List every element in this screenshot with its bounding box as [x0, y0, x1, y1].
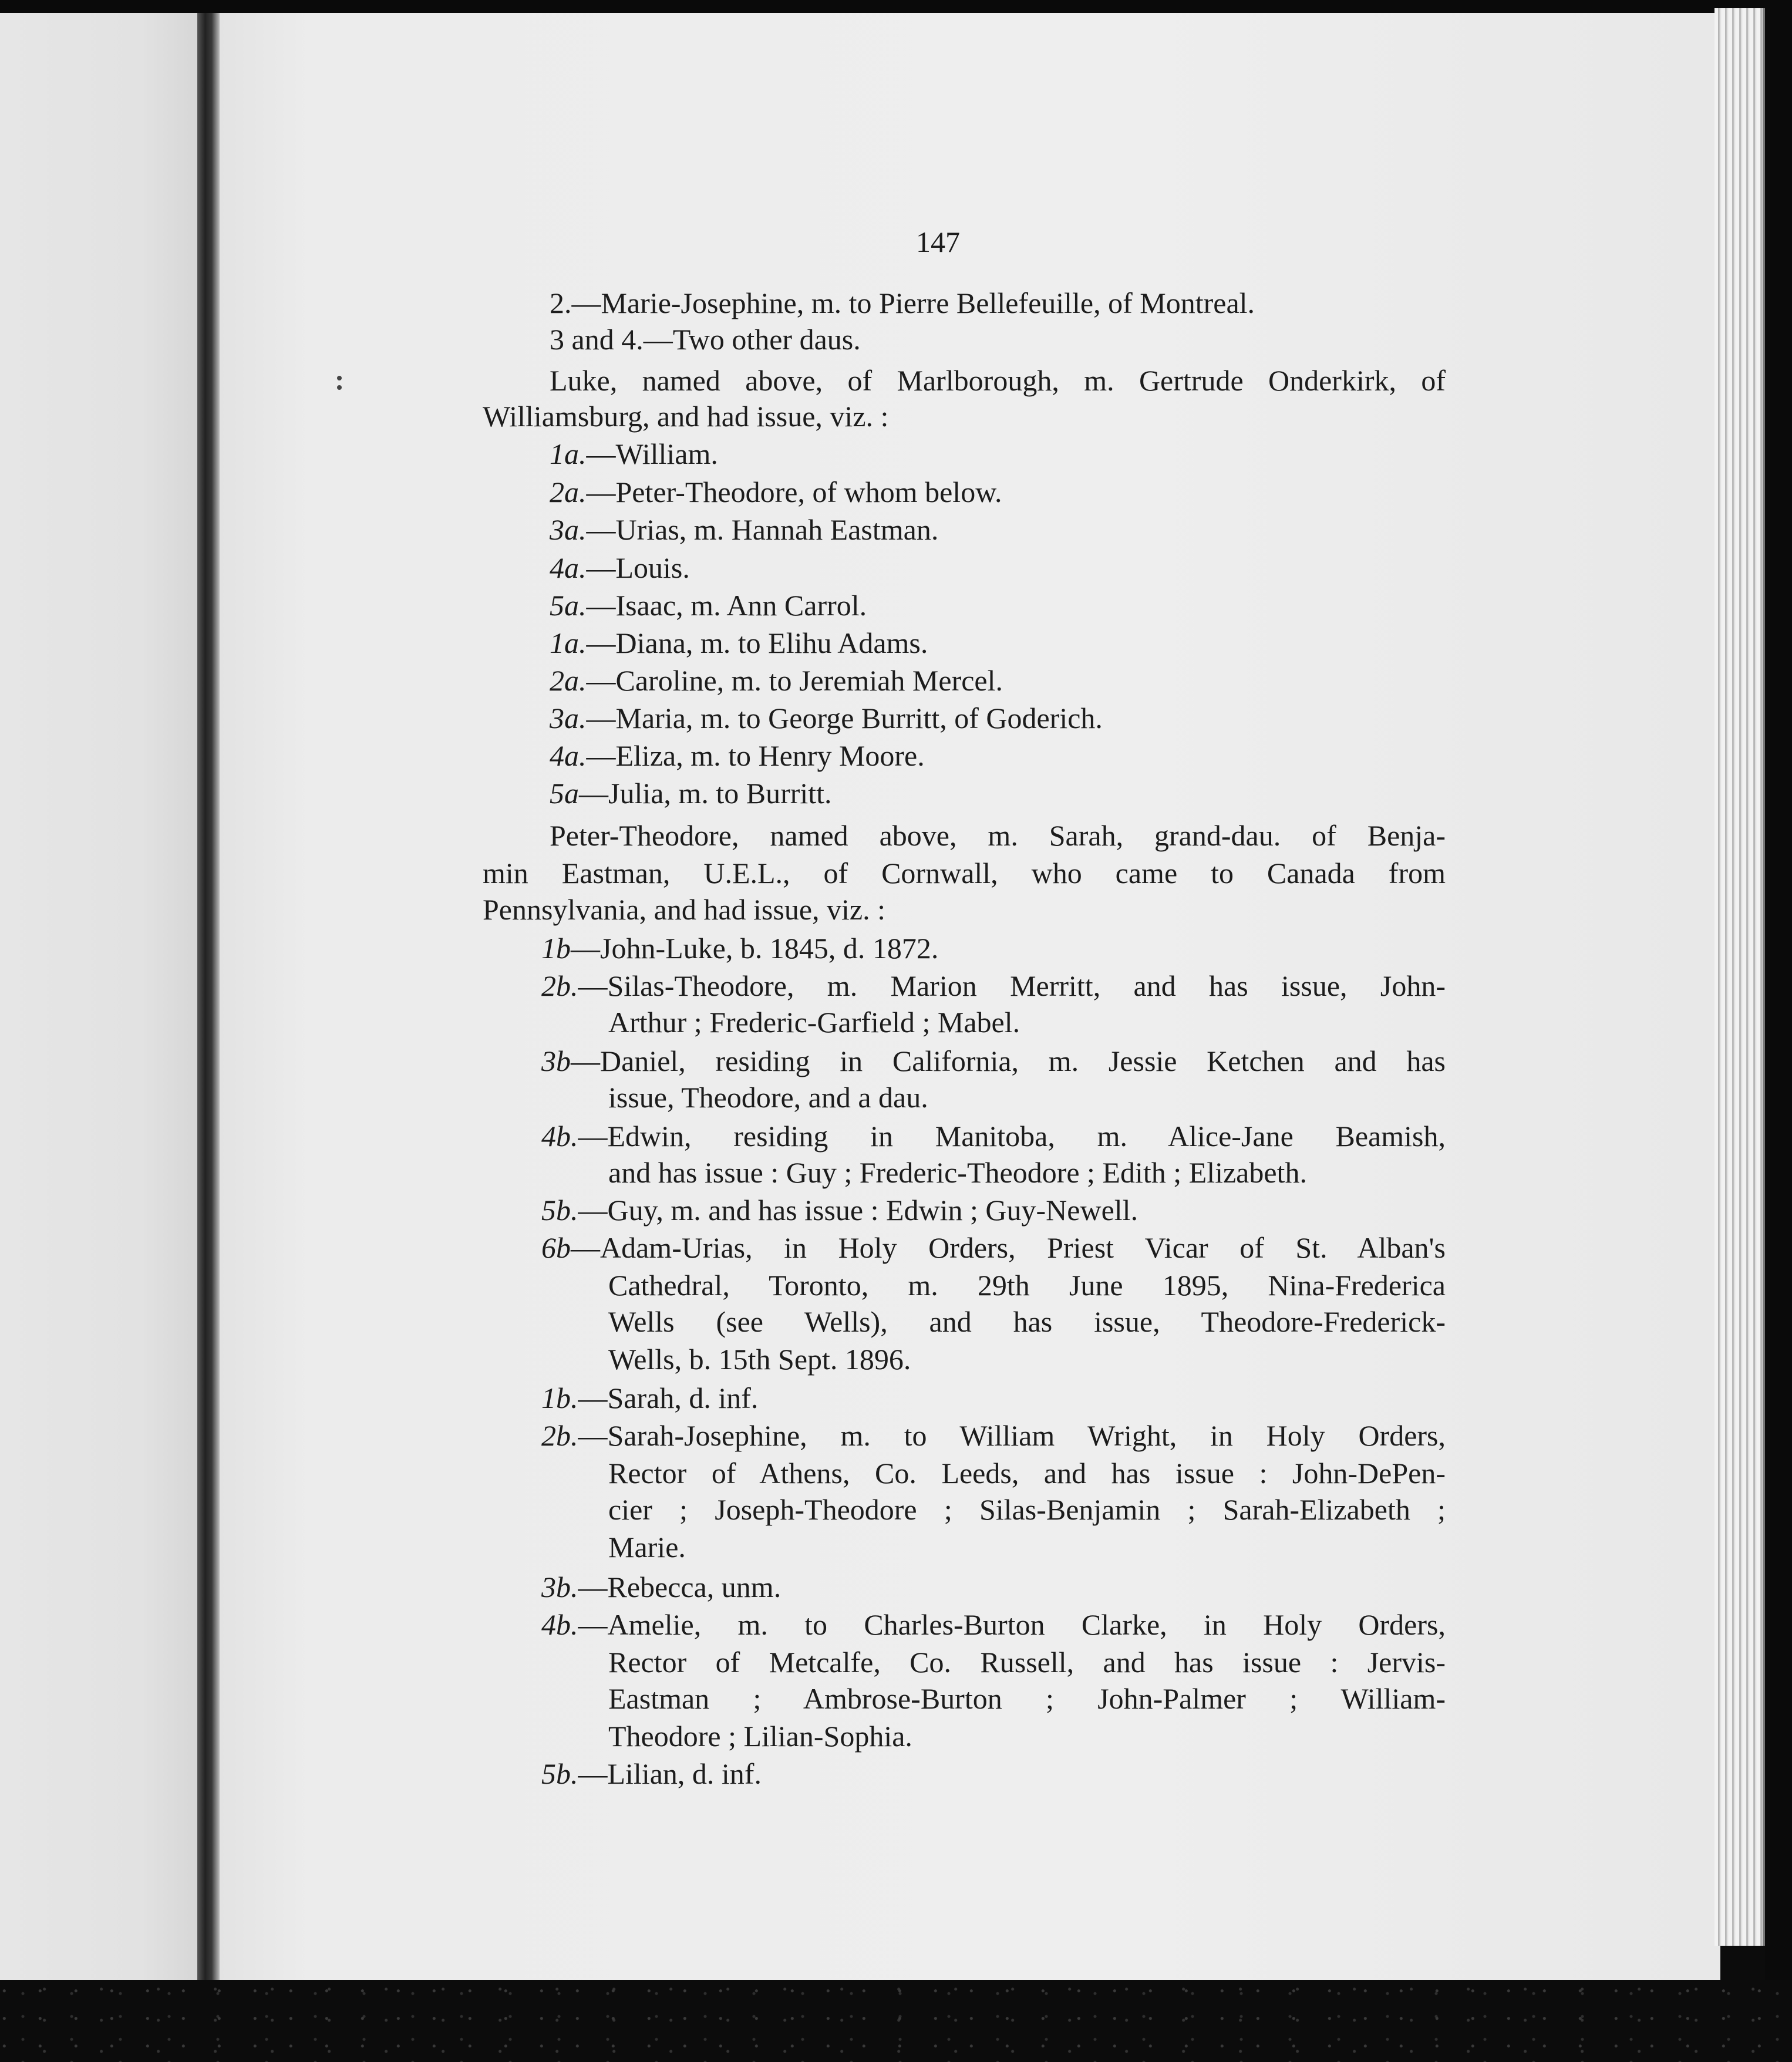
- book-gutter: [197, 13, 220, 1980]
- entry-number: 3b.: [541, 1571, 578, 1603]
- text-line: [541, 930, 938, 966]
- line-text: Rector of Athens, Co. Leeds, and has issue : John-DePen-: [608, 1457, 1446, 1490]
- line-text: —Urias, m. Hannah Eastman.: [586, 513, 939, 546]
- line-text: —Sarah, d. inf.: [578, 1382, 759, 1414]
- text-line: [550, 321, 861, 358]
- entry-number: 5a: [550, 777, 579, 810]
- text-line: [550, 436, 718, 472]
- line-text: —Edwin, residing in Manitoba, m. Alice-Jane Beamish,: [578, 1120, 1446, 1153]
- line-text: —Eliza, m. to Henry Moore.: [586, 739, 925, 772]
- line-text: Luke, named above, of Marlborough, m. Gertrude Onderkirk, of: [550, 364, 1446, 397]
- entry-number: 5b.: [541, 1757, 578, 1790]
- line-text: Theodore ; Lilian-Sophia.: [608, 1720, 912, 1753]
- entry-number: 5b.: [541, 1194, 578, 1227]
- text-line: [608, 1680, 1446, 1717]
- line-text: —Peter-Theodore, of whom below.: [586, 476, 1002, 508]
- text-line: [550, 662, 1003, 699]
- text-line: [608, 1303, 1446, 1340]
- line-text: Peter-Theodore, named above, m. Sarah, grand-dau. of Benja-: [550, 819, 1446, 852]
- line-text: —Adam-Urias, in Holy Orders, Priest Vicar of St. Alban's: [571, 1231, 1446, 1264]
- text-line: [541, 1756, 762, 1792]
- text-line: [550, 474, 1002, 510]
- text-line: [608, 1491, 1446, 1528]
- line-text: 2.—Marie-Josephine, m. to Pierre Bellefeuille, of Montreal.: [550, 287, 1255, 319]
- entry-number: 6b: [541, 1231, 571, 1264]
- text-line: [550, 362, 1446, 399]
- line-text: —Julia, m. to Burritt.: [579, 777, 832, 810]
- text-line: [541, 1606, 1446, 1643]
- text-line: [550, 550, 690, 586]
- entry-number: 3a.: [550, 702, 587, 734]
- line-text: —William.: [586, 437, 718, 470]
- text-line: [541, 1229, 1446, 1266]
- text-line: [608, 1079, 928, 1116]
- text-line: [608, 1267, 1446, 1303]
- entry-number: 4a.: [550, 551, 587, 584]
- text-line: [608, 1455, 1446, 1491]
- line-text: —Isaac, m. Ann Carrol.: [586, 589, 867, 622]
- line-text: —Rebecca, unm.: [578, 1571, 782, 1603]
- line-text: —Maria, m. to George Burritt, of Goderich.: [586, 702, 1103, 734]
- line-text: 3 and 4.—Two other daus.: [550, 323, 861, 356]
- line-text: Eastman ; Ambrose-Burton ; John-Palmer ; William-: [608, 1682, 1446, 1715]
- text-line: [608, 1154, 1307, 1191]
- text-line: [550, 737, 925, 774]
- line-text: and has issue : Guy ; Frederic-Theodore ; Edith ; Elizabeth.: [608, 1156, 1307, 1189]
- text-line: [483, 891, 885, 928]
- line-text: Arthur ; Frederic-Garfield ; Mabel.: [608, 1006, 1020, 1039]
- text-line: [550, 775, 832, 811]
- line-text: —Caroline, m. to Jeremiah Mercel.: [586, 664, 1003, 697]
- scan-frame-right: [1765, 0, 1792, 2062]
- scan-speck: [337, 376, 342, 380]
- line-text: Pennsylvania, and had issue, viz. :: [483, 893, 885, 926]
- entry-number: 4a.: [550, 739, 587, 772]
- line-text: —Amelie, m. to Charles-Burton Clarke, in Holy Orders,: [578, 1608, 1446, 1641]
- text-line: [608, 1004, 1020, 1040]
- line-text: —Guy, m. and has issue : Edwin ; Guy-Newell.: [578, 1194, 1138, 1227]
- line-text: issue, Theodore, and a dau.: [608, 1081, 928, 1114]
- text-line: [541, 1417, 1446, 1454]
- text-line: [541, 1380, 758, 1416]
- line-text: —Louis.: [586, 551, 690, 584]
- line-text: Marie.: [608, 1531, 686, 1564]
- page-number: 147: [916, 225, 960, 258]
- line-text: Wells (see Wells), and has issue, Theodore-Frederick-: [608, 1305, 1446, 1338]
- entry-number: 2b.: [541, 1419, 578, 1452]
- line-text: min Eastman, U.E.L., of Cornwall, who came to Canada from: [483, 857, 1446, 890]
- text-line: [541, 1569, 781, 1605]
- entry-number: 1b.: [541, 1382, 578, 1414]
- text-line: [608, 1644, 1446, 1680]
- text-line: [608, 1341, 911, 1377]
- text-line: [608, 1529, 686, 1565]
- text-line: [541, 968, 1446, 1004]
- text-line: [541, 1118, 1446, 1154]
- entry-number: 1a.: [550, 626, 587, 659]
- line-text: Wells, b. 15th Sept. 1896.: [608, 1343, 911, 1376]
- text-line: [550, 625, 928, 661]
- text-line: [483, 398, 888, 434]
- text-line: [550, 817, 1446, 854]
- text-line: [541, 1192, 1138, 1228]
- line-text: —John-Luke, b. 1845, d. 1872.: [571, 932, 939, 965]
- line-text: Rector of Metcalfe, Co. Russell, and has issue : Jervis-: [608, 1646, 1446, 1679]
- line-text: Cathedral, Toronto, m. 29th June 1895, Nina-Frederica: [608, 1269, 1446, 1302]
- line-text: —Lilian, d. inf.: [578, 1757, 762, 1790]
- line-text: —Diana, m. to Elihu Adams.: [586, 626, 928, 659]
- entry-number: 2a.: [550, 476, 587, 508]
- scan-frame-bottom: [0, 1980, 1792, 2062]
- line-text: cier ; Joseph-Theodore ; Silas-Benjamin ; Sarah-Elizabeth ;: [608, 1493, 1446, 1526]
- entry-number: 3a.: [550, 513, 587, 546]
- text-line: [550, 511, 938, 548]
- entry-number: 3b: [541, 1045, 571, 1077]
- page-edges: [1714, 8, 1765, 1946]
- line-text: —Silas-Theodore, m. Marion Merritt, and has issue, John-: [578, 969, 1446, 1002]
- text-line: [550, 285, 1255, 321]
- entry-number: 5a.: [550, 589, 587, 622]
- entry-number: 4b.: [541, 1120, 578, 1153]
- text-line: [483, 855, 1446, 891]
- entry-number: 2b.: [541, 969, 578, 1002]
- text-line: [608, 1718, 912, 1754]
- entry-number: 1a.: [550, 437, 587, 470]
- text-line: [550, 700, 1103, 736]
- line-text: —Daniel, residing in California, m. Jessie Ketchen and has: [571, 1045, 1446, 1077]
- entry-number: 2a.: [550, 664, 587, 697]
- left-page: [0, 13, 201, 1980]
- text-line: [550, 587, 867, 624]
- entry-number: 4b.: [541, 1608, 578, 1641]
- line-text: —Sarah-Josephine, m. to William Wright, in Holy Orders,: [578, 1419, 1446, 1452]
- text-line: [541, 1043, 1446, 1079]
- scan-frame-top: [0, 0, 1792, 13]
- entry-number: 1b: [541, 932, 571, 965]
- scan-speck: [337, 385, 342, 390]
- line-text: Williamsburg, and had issue, viz. :: [483, 400, 889, 433]
